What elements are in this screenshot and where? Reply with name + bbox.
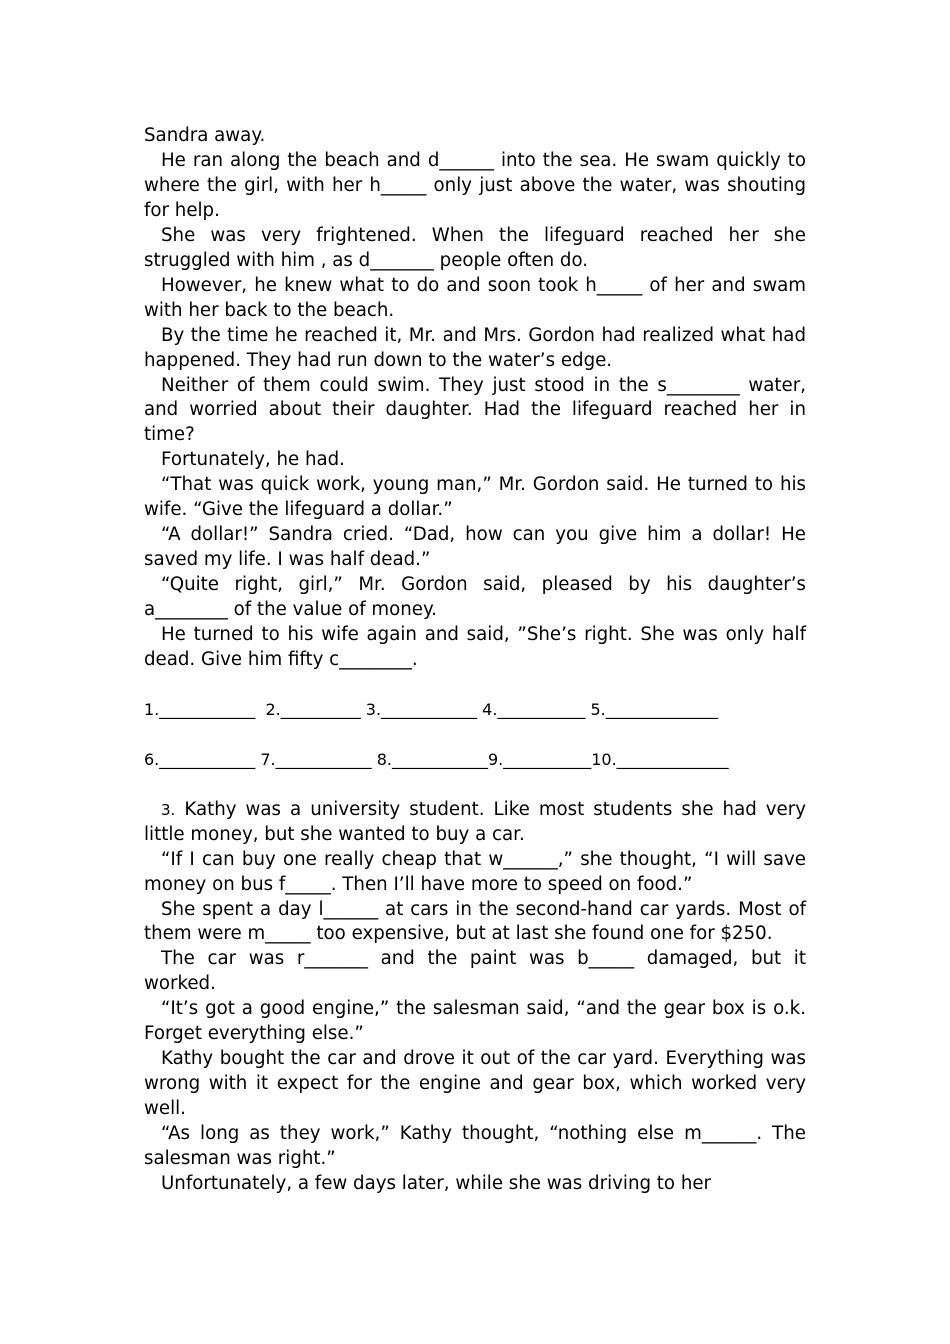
passage-2-paragraph: Neither of them could swim. They just stood in the s________ water, and worried about their daughter. Had the lifeguard reached her in time? xyxy=(144,374,806,446)
passage-2-paragraph: He ran along the beach and d______ into the sea. He swam quickly to where the girl, with her h_____ only just above the water, was shouting for help. xyxy=(144,149,806,221)
text-column xyxy=(144,124,806,1197)
passage-2-paragraph: By the time he reached it, Mr. and Mrs. Gordon had realized what had happened. They had run down to the water’s edge. xyxy=(144,324,806,371)
passage-3-paragraph: The car was r_______ and the paint was b_____ damaged, but it worked. xyxy=(144,948,806,995)
passage-3-first-paragraph-text: Kathy was a university student. Like most students she had very little money, but she wanted to buy a car. xyxy=(144,798,806,845)
passage-2-paragraph: “That was quick work, young man,” Mr. Gordon said. He turned to his wife. “Give the lifeguard a dollar.” xyxy=(144,474,806,521)
blank-line xyxy=(144,773,806,798)
passage-2-paragraph: He turned to his wife again and said, ”She’s right. She was only half dead. Give him fifty c________. xyxy=(144,624,806,671)
blank-line xyxy=(144,723,806,748)
passage-3-paragraph: Unfortunately, a few days later, while she was driving to her xyxy=(161,1172,712,1194)
passage-2-line: Sandra away. xyxy=(144,125,266,146)
blank-line xyxy=(144,673,806,698)
passage-3-paragraph: Kathy bought the car and drove it out of the car yard. Everything was wrong with it expect for the engine and gear box, which worked very well. xyxy=(144,1048,806,1120)
passage-2-paragraph: She was very frightened. When the lifeguard reached her she struggled with him , as d_______ people often do. xyxy=(144,224,806,271)
passage-2-paragraph: “Quite right, girl,” Mr. Gordon said, pleased by his daughter’s a________ of the value of money. xyxy=(144,574,806,621)
passage-2-paragraph: However, he knew what to do and soon took h_____ of her and swam with her back to the beach. xyxy=(144,274,806,321)
answer-blanks-row-2: 6.____________ 7.____________ 8.____________9.___________10.______________ xyxy=(144,749,729,769)
passage-3-paragraph: “It’s got a good engine,” the salesman said, “and the gear box is o.k. Forget everything else.” xyxy=(144,998,806,1045)
passage-2-paragraph: Fortunately, he had. xyxy=(161,449,345,471)
passage-3-paragraph: She spent a day l______ at cars in the second-hand car yards. Most of them were m_____ too expensive, but at last she found one for $250. xyxy=(144,898,806,945)
question-number: 3. xyxy=(161,800,176,819)
passage-3-paragraph: “As long as they work,” Kathy thought, “nothing else m______. The salesman was right.” xyxy=(144,1123,806,1170)
passage-3-first-paragraph xyxy=(144,798,806,848)
passage-3-paragraph: “If I can buy one really cheap that w______,” she thought, “I will save money on bus f_____. Then I’ll have more to speed on food.” xyxy=(144,848,806,895)
answer-blanks-row-1: 1.____________ 2.__________ 3.____________ 4.___________ 5.______________ xyxy=(144,699,718,719)
passage-2-paragraph: “A dollar!” Sandra cried. “Dad, how can you give him a dollar! He saved my life. I was half dead.” xyxy=(144,524,806,571)
